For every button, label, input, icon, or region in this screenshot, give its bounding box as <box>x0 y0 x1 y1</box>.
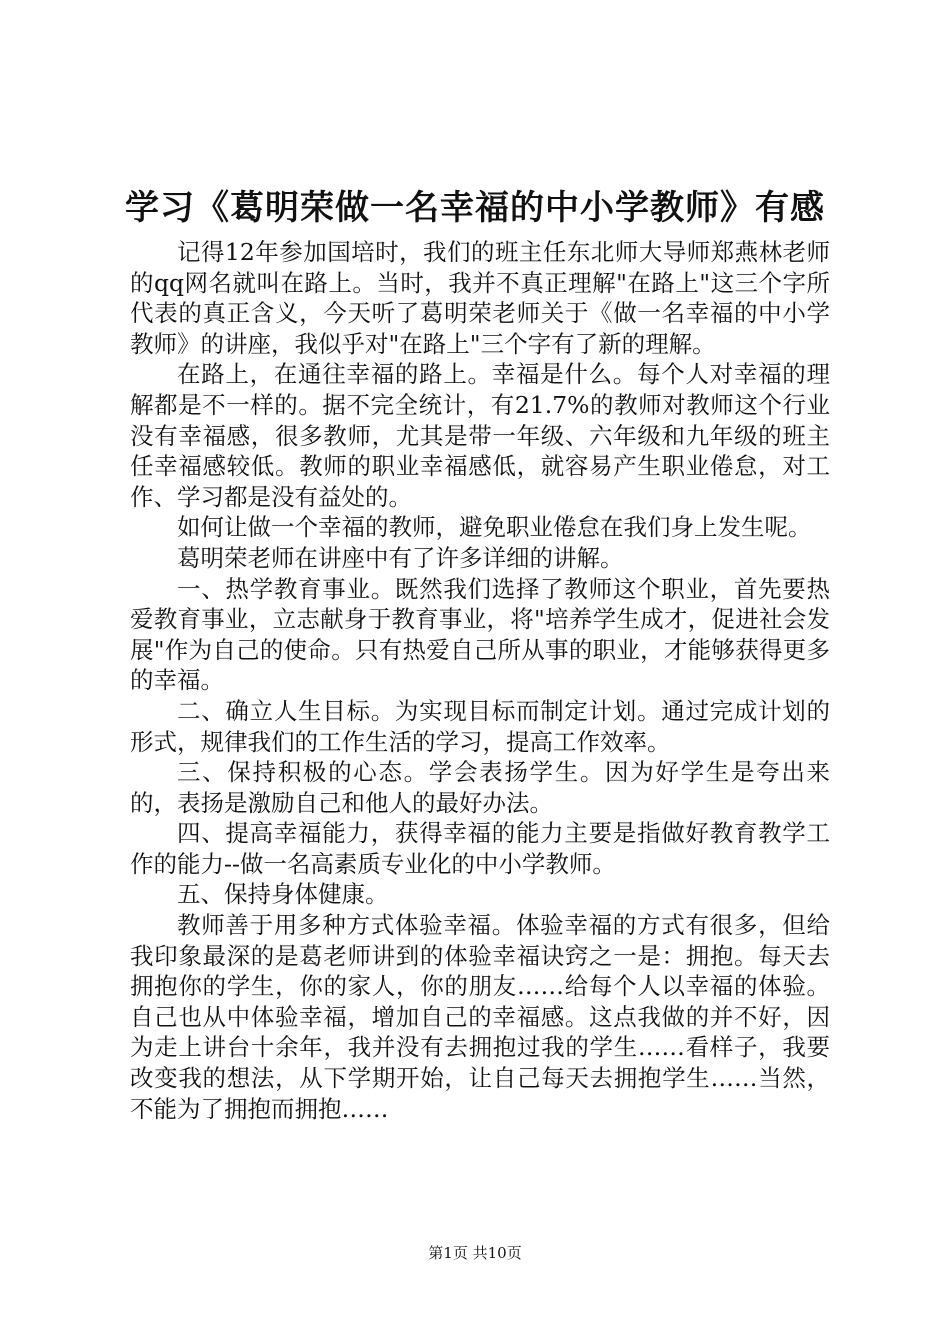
paragraph: 四、提高幸福能力，获得幸福的能力主要是指做好教育教学工作的能力--做一名高素质专业化的中小学教师。 <box>130 819 830 878</box>
paragraph: 教师善于用多种方式体验幸福。体验幸福的方式有很多，但给我印象最深的是葛老师讲到的体验幸福诀窍之一是：拥抱。每天去拥抱你的学生，你的家人，你的朋友……给每个人以幸福的体验。自己也从中体验幸福，增加自己的幸福感。这点我做的并不好，因为走上讲台十余年，我并没有去拥抱过我的学生……看样子，我要改变我的想法，从下学期开始，让自己每天去拥抱学生……当然，不能为了拥抱而拥抱…… <box>130 911 830 1123</box>
paragraph: 记得12年参加国培时，我们的班主任东北师大导师郑燕林老师的qq网名就叫在路上。当时，我并不真正理解"在路上"这三个字所代表的真正含义，今天听了葛明荣老师关于《做一名幸福的中小学教师》的讲座，我似乎对"在路上"三个字有了新的理解。 <box>130 238 830 358</box>
paragraph: 葛明荣老师在讲座中有了许多详细的讲解。 <box>177 543 624 572</box>
paragraph: 一、热学教育事业。既然我们选择了教师这个职业，首先要热爱教育事业，立志献身于教育事业，将"培养学生成才，促进社会发展"作为自己的使命。只有热爱自己所从事的职业，才能够获得更多的幸福。 <box>130 574 830 695</box>
paragraph: 三、保持积极的心态。学会表扬学生。因为好学生是夸出来的，表扬是激励自己和他人的最好办法。 <box>130 758 830 817</box>
paragraph: 如何让做一个幸福的教师，避免职业倦怠在我们身上发生呢。 <box>177 513 812 542</box>
paragraph: 二、确立人生目标。为实现目标而制定计划。通过完成计划的形式，规律我们的工作生活的学习，提高工作效率。 <box>130 696 830 756</box>
paragraph: 五、保持身体健康。 <box>177 880 389 909</box>
paragraph: 在路上，在通往幸福的路上。幸福是什么。每个人对幸福的理解都是不一样的。据不完全统计，有21.7%的教师对教师这个行业没有幸福感，很多教师，尤其是带一年级、六年级和九年级的班主任幸福感较低。教师的职业幸福感低，就容易产生职业倦怠，对工作、学习都是没有益处的。 <box>130 360 830 511</box>
page-number-footer: 第1页 共10页 <box>428 1244 522 1262</box>
document-title: 学习《葛明荣做一名幸福的中小学教师》有感 <box>125 188 825 228</box>
document-body <box>130 237 830 1124</box>
